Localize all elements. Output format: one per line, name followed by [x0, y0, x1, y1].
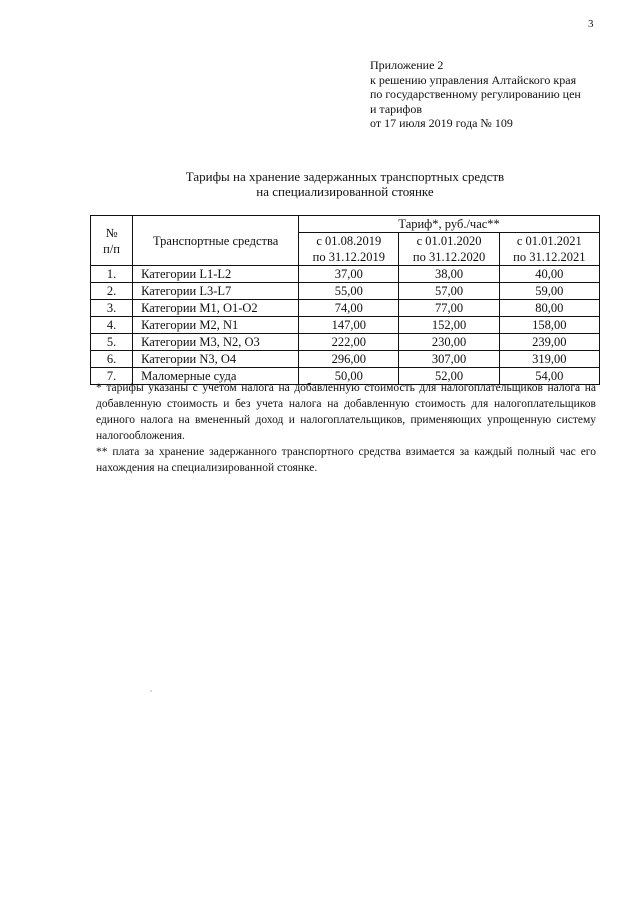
header-tariff: Тариф*, руб./час** [299, 216, 600, 233]
scan-speck [150, 690, 152, 692]
appendix-line: от 17 июля 2019 года № 109 [370, 116, 513, 130]
table-row [91, 351, 600, 368]
row-number: 1. [91, 266, 133, 283]
row-price: 38,00 [399, 266, 499, 283]
row-vehicle: Категории N3, O4 [133, 351, 299, 368]
row-price: 37,00 [299, 266, 399, 283]
row-vehicle: Категории L3-L7 [133, 283, 299, 300]
row-number: 7. [91, 368, 133, 385]
title-line: Тарифы на хранение задержанных транспортных средств [185, 169, 505, 184]
row-price: 230,00 [399, 334, 499, 351]
row-vehicle: Категории M2, N1 [133, 317, 299, 334]
row-number: 2. [91, 283, 133, 300]
period-end: по 31.12.2020 [412, 250, 486, 264]
row-vehicle: Категории M1, O1-O2 [133, 300, 299, 317]
row-price: 52,00 [399, 368, 499, 385]
table-row [91, 300, 600, 317]
appendix-line: к решению управления Алтайского края [370, 72, 577, 87]
period-start: с 01.01.2021 [516, 234, 582, 248]
header-number [91, 216, 133, 266]
header-vehicle: Транспортные средства [133, 216, 299, 266]
row-price: 40,00 [499, 266, 599, 283]
header-period [299, 233, 399, 266]
row-number: 6. [91, 351, 133, 368]
appendix-line: по государственному регулированию цен [370, 87, 581, 101]
row-price: 152,00 [399, 317, 499, 334]
row-price: 77,00 [399, 300, 499, 317]
row-price: 54,00 [499, 368, 599, 385]
header-number-line: п/п [103, 241, 120, 256]
period-start: с 01.08.2019 [316, 234, 382, 248]
table-header-row [91, 216, 600, 233]
row-number: 5. [91, 334, 133, 351]
title-line: на специализированной стоянке [256, 184, 434, 199]
row-price: 319,00 [499, 351, 599, 368]
row-price: 239,00 [499, 334, 599, 351]
period-end: по 31.12.2021 [513, 250, 586, 264]
row-price: 222,00 [299, 334, 399, 351]
row-price: 147,00 [299, 317, 399, 334]
table-row [91, 334, 600, 351]
row-price: 50,00 [299, 368, 399, 385]
table-row [91, 283, 600, 300]
row-number: 4. [91, 317, 133, 334]
header-number-line: № [105, 225, 118, 240]
tariff-table [90, 215, 600, 385]
table-row [91, 317, 600, 334]
row-price: 80,00 [499, 300, 599, 317]
row-price: 158,00 [499, 317, 599, 334]
period-start: с 01.01.2020 [416, 234, 482, 248]
footnote-hourly: ** плата за хранение задержанного транспортного средства взимается за каждый полный час его нахождения на специализированной стоянке. [96, 446, 596, 474]
row-price: 57,00 [399, 283, 499, 300]
header-period [499, 233, 599, 266]
row-price: 74,00 [299, 300, 399, 317]
row-vehicle: Категории M3, N2, O3 [133, 334, 299, 351]
appendix-header [370, 58, 620, 131]
row-vehicle: Категории L1-L2 [133, 266, 299, 283]
row-number: 3. [91, 300, 133, 317]
table-row [91, 266, 600, 283]
row-price: 296,00 [299, 351, 399, 368]
period-end: по 31.12.2019 [312, 250, 385, 264]
document-title [90, 169, 600, 199]
row-price: 59,00 [499, 283, 599, 300]
footnote-tax: * тарифы указаны с учетом налога на добавленную стоимость для налогоплательщиков налога на добавленную стоимость и без учета налога на добавленную стоимость для налогоплательщиков единого налога на вмененный доход и налогоплательщиков, применяющих упрощенную систему налогообложения. [96, 382, 596, 442]
row-price: 55,00 [299, 283, 399, 300]
row-vehicle: Маломерные суда [133, 368, 299, 385]
row-price: 307,00 [399, 351, 499, 368]
page-number: 3 [588, 18, 594, 30]
appendix-line: Приложение 2 [370, 58, 444, 72]
footnotes [96, 380, 596, 476]
header-period [399, 233, 499, 266]
appendix-line: и тарифов [370, 101, 423, 116]
